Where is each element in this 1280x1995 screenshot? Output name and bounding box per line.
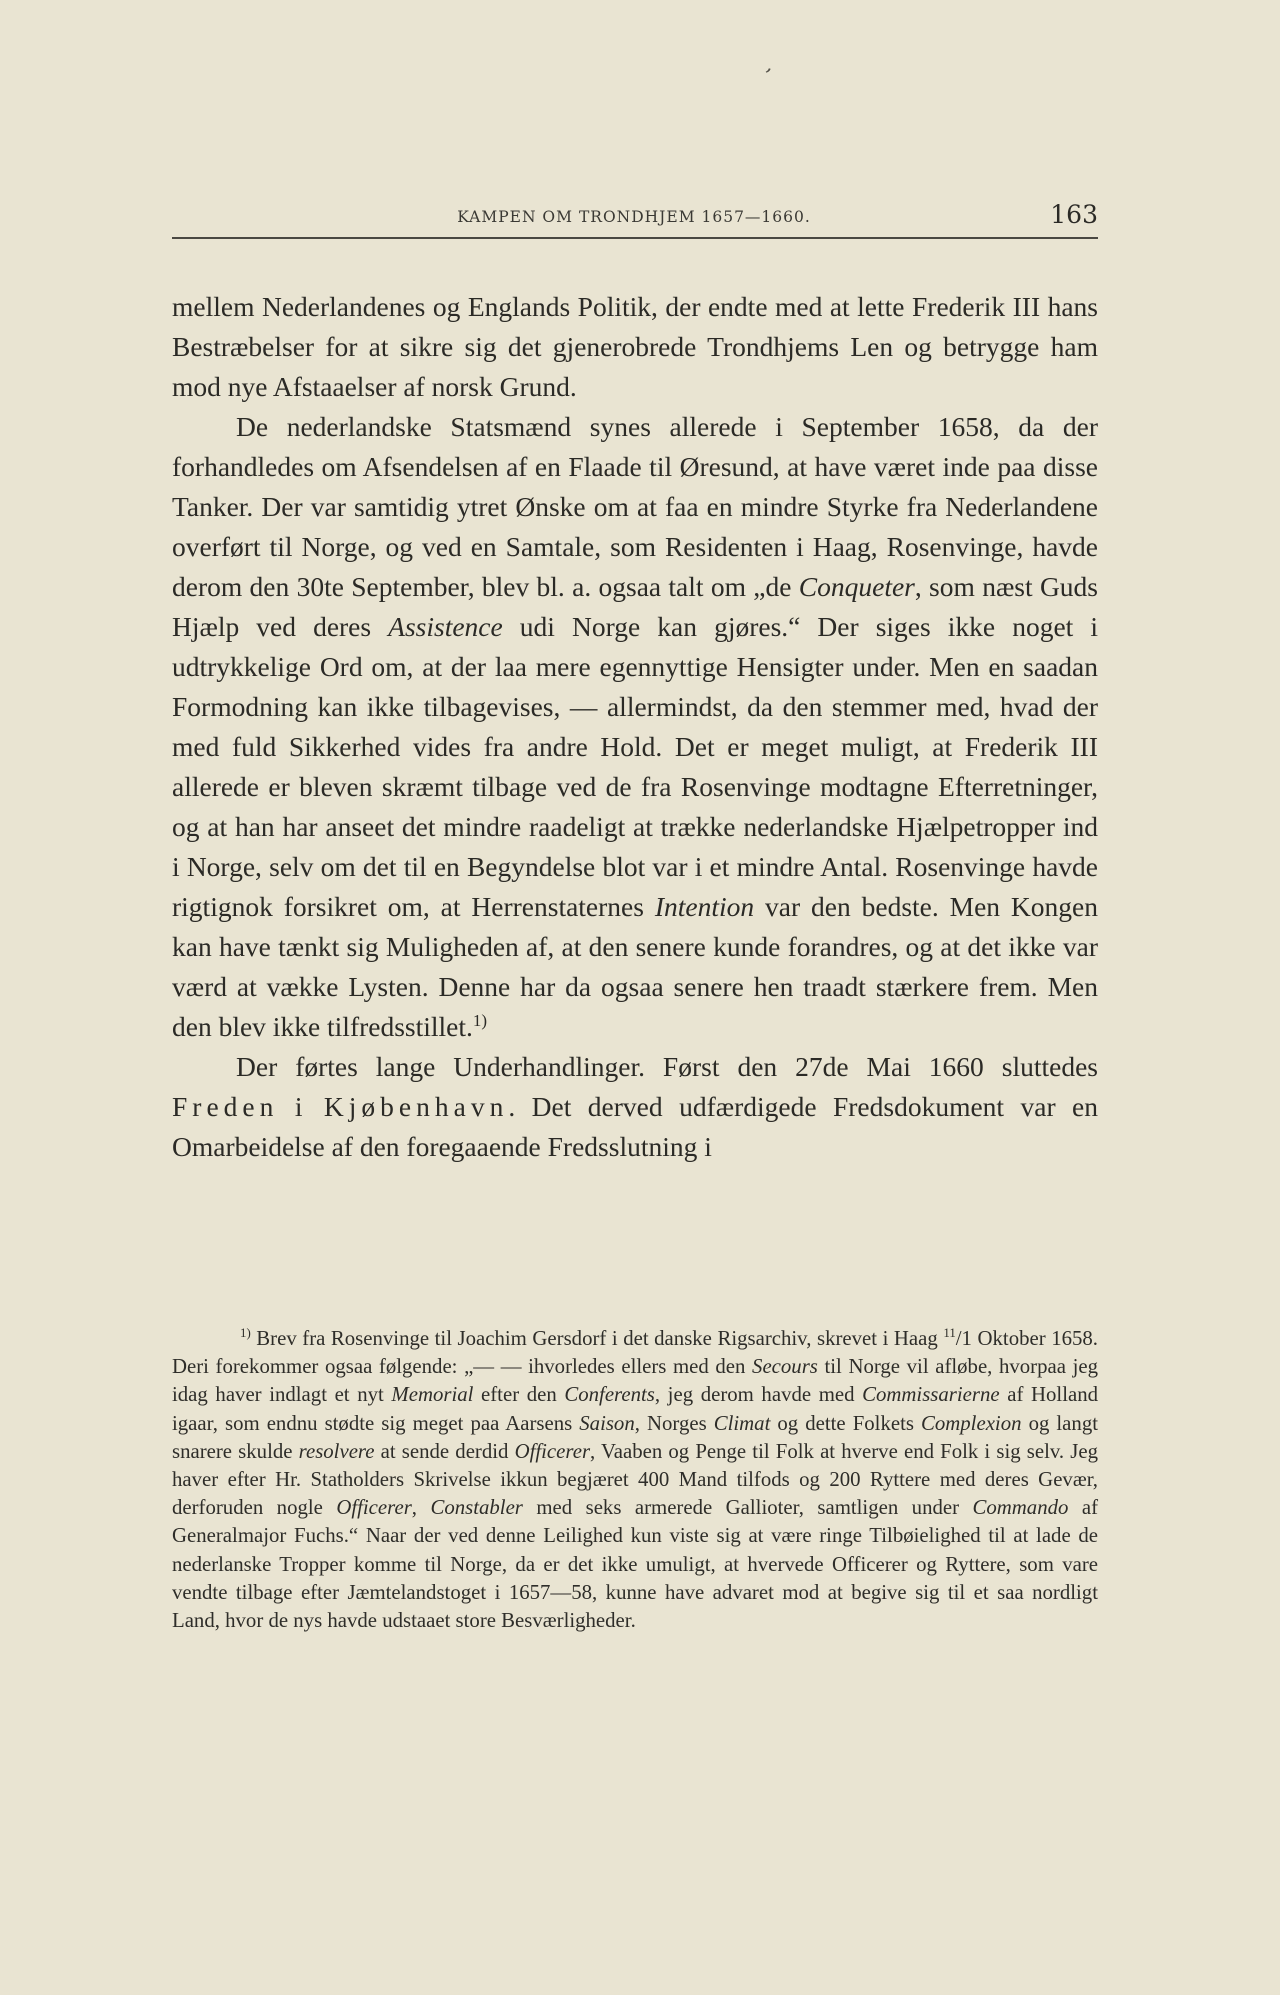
running-title: KAMPEN OM TRONDHJEM 1657—1660. bbox=[457, 208, 811, 226]
header-rule bbox=[172, 237, 1098, 239]
main-text bbox=[172, 287, 1098, 1167]
footnote-reference: 1) bbox=[472, 1010, 488, 1030]
footnote-1: $^{1)}$ Brev fra Rosenvinge til Joachim Gersdorf i det danske Rigsarchiv, skrevet i Haag $^{11}$/1 Oktober 1658. Deri forekommer ogsaa følgende: „— — ihvorledes ellers med den Secours til Norge vil afløbe, hvorpaa jeg idag haver indlagt et nyt Memorial efter den Conferents, jeg derom havde med Commissarierne af Holland igaar, som endnu stødte sig meget paa Aarsens Saison, Norges Climat og dette Folkets Complexion og langt snarere skulde resolvere at sende derdid Officerer, Vaaben og Penge til Folk at hverve end Folk i sig selv. Jeg haver efter Hr. Statholders Skrivelse ikkun begjæret 400 Mand tilfods og 200 Ryttere med deres Gevær, derforuden nogle Officerer, Constabler med seks armerede Gallioter, samtligen under Commando af Generalmajor Fuchs.“ Naar der ved denne Leilighed kun viste sig at være ringe Tilbøielighed til at lade de nederlanske Tropper komme til Norge, da er det ikke umuligt, at hvervede Officerer og Ryttere, som vare vendte tilbage efter Jæmtelandstoget i 1657—58, kunne have advaret mod at begive sig til et saa nordligt Land, hvor de nys havde udstaaet store Besværligheder. bbox=[172, 1326, 1099, 1633]
paragraph-2: De nederlandske Statsmænd synes allerede i September 1658, da der forhandledes om Afsendelsen af en Flaade til Øresund, at have været inde paa disse Tanker. Der var samtidig ytret Ønske om at faa en mindre Styrke fra Nederlandene overført til Norge, og ved en Samtale, som Residenten i Haag, Rosenvinge, havde derom den 30te September, blev bl. a. ogsaa talt om „de Conqueter, som næst Guds Hjælp ved deres Assistence udi Norge kan gjøres.“ Der siges ikke noget i udtrykkelige Ord om, at der laa mere egennyttige Hensigter under. Men en saadan Formodning kan ikke tilbagevises, — allermindst, da den stemmer med, hvad der med fuld Sikkerhed vides fra andre Hold. Det er meget muligt, at Frederik III allerede er bleven skræmt tilbage ved de fra Rosenvinge modtagne Efterretninger, og at han har anseet det mindre raadeligt at trække nederlandske Hjælpetropper ind i Norge, selv om det til en Begyndelse blot var i et mindre Antal. Rosenvinge havde rigtignok forsikret om, at Herrenstaternes Intention var den bedste. Men Kongen kan have tænkt sig Muligheden af, at den senere kunde forandres, og at det ikke var værd at vække Lysten. Denne har da ogsaa senere hen traadt stærkere frem. Men den blev ikke tilfredsstillet.$^{1)}$ bbox=[172, 411, 1098, 1042]
footnote-marker: 1) bbox=[240, 1326, 251, 1341]
page-number: 163 bbox=[1050, 200, 1098, 229]
stray-ink-mark: , bbox=[764, 51, 779, 77]
footnotes bbox=[172, 1325, 1098, 1635]
paragraph-1: mellem Nederlandenes og Englands Politik, der endte med at lette Frederik III hans Bestræbelser for at sikre sig det gjenerobrede Trondhjems Len og betrygge ham mod nye Afstaaelser af norsk Grund. bbox=[172, 291, 1098, 402]
paragraph-3: Der førtes lange Underhandlinger. Først den 27de Mai 1660 sluttedes Freden i Kjøbenhavn. Det derved udfærdigede Fredsdokument var en Omarbeidelse af den foregaaende Fredsslutning i bbox=[172, 1051, 1099, 1162]
page-header bbox=[172, 196, 1098, 238]
